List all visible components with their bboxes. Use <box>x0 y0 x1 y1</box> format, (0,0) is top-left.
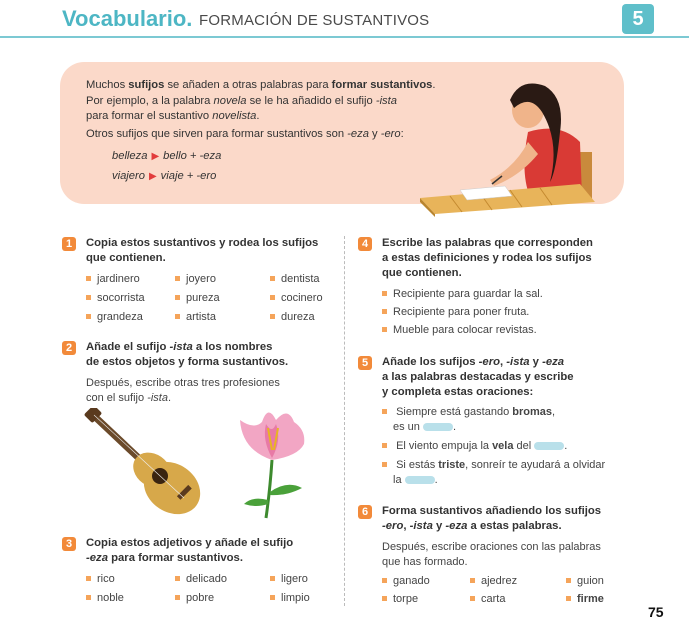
list-item: joyero <box>175 273 216 285</box>
exercise-4-title: Escribe las palabras que corresponden a estas definiciones y rodea los sufijos que contienen. <box>382 237 593 279</box>
answer-blank[interactable] <box>534 442 564 450</box>
answer-blank[interactable] <box>405 476 435 484</box>
list-item: Recipiente para poner fruta. <box>382 306 529 318</box>
page-subtitle: FORMACIÓN DE SUSTANTIVOS <box>199 12 430 29</box>
page-title: Vocabulario. <box>62 6 193 31</box>
list-item: ajedrez <box>470 575 517 587</box>
list-item: El viento empuja la vela del . <box>382 440 567 452</box>
exercise-6-number: 6 <box>358 505 372 519</box>
list-item: limpio <box>270 592 310 604</box>
info-example-2: viajero ▶ viaje + -ero <box>112 170 217 182</box>
list-item: ligero <box>270 573 308 585</box>
list-item: jardinero <box>86 273 140 285</box>
info-line-4: Otros sufijos que sirven para formar sustantivos son -eza y -ero: <box>86 128 404 140</box>
info-line-3: para formar el sustantivo novelista. <box>86 110 260 122</box>
list-item: Si estás triste, sonreír te ayudará a olvidar <box>382 459 605 471</box>
list-item-continuation: es un . <box>393 421 457 433</box>
exercise-3-title: Copia estos adjetivos y añade el sufijo -eza para formar sustantivos. <box>86 537 294 564</box>
title-underline <box>0 36 689 38</box>
writing-girl-illustration <box>410 72 610 217</box>
exercise-2-number: 2 <box>62 341 76 355</box>
list-item: firme <box>566 593 604 605</box>
arrow-right-icon: ▶ <box>148 171 157 182</box>
exercise-2-instructions: Después, escribe otras tres profesiones con el sufijo -ista. <box>86 377 280 404</box>
list-item: artista <box>175 311 216 323</box>
list-item: grandeza <box>86 311 143 323</box>
column-divider <box>344 236 345 606</box>
exercise-5-number: 5 <box>358 356 372 370</box>
list-item: dentista <box>270 273 320 285</box>
list-item: pureza <box>175 292 220 304</box>
exercise-3-number: 3 <box>62 537 76 551</box>
list-item: rico <box>86 573 115 585</box>
arrow-right-icon: ▶ <box>151 151 160 162</box>
exercise-2-title: Añade el sufijo -ista a los nombres de estos objetos y forma sustantivos. <box>86 341 289 368</box>
exercise-6-title: Forma sustantivos añadiendo los sufijos -ero, -ista y -eza a estas palabras. <box>382 505 602 532</box>
page-number: 75 <box>648 604 664 620</box>
list-item: noble <box>86 592 124 604</box>
list-item: carta <box>470 593 505 605</box>
list-item: ganado <box>382 575 430 587</box>
list-item: Recipiente para guardar la sal. <box>382 288 543 300</box>
list-item-continuation: la . <box>393 474 438 486</box>
list-item: guion <box>566 575 604 587</box>
guitar-illustration <box>84 408 212 520</box>
list-item: torpe <box>382 593 418 605</box>
exercise-5-title: Añade los sufijos -ero, -ista y -eza a las palabras destacadas y escribe y completa estas oraciones: <box>382 356 574 398</box>
list-item: Mueble para colocar revistas. <box>382 324 537 336</box>
list-item: Siempre está gastando bromas, <box>382 406 555 418</box>
exercise-4-number: 4 <box>358 237 372 251</box>
list-item: pobre <box>175 592 214 604</box>
exercise-6-instructions: Después, escribe oraciones con las palabras que has formado. <box>382 541 601 568</box>
info-line-2: Por ejemplo, a la palabra novela se le ha añadido el sufijo -ista <box>86 95 397 107</box>
exercise-1-title: Copia estos sustantivos y rodea los sufijos que contienen. <box>86 237 319 264</box>
list-item: dureza <box>270 311 315 323</box>
list-item: socorrista <box>86 292 145 304</box>
flower-illustration <box>232 400 312 520</box>
exercise-1-number: 1 <box>62 237 76 251</box>
answer-blank[interactable] <box>423 423 453 431</box>
list-item: cocinero <box>270 292 323 304</box>
unit-number-badge: 5 <box>622 4 654 34</box>
list-item: delicado <box>175 573 227 585</box>
info-example-1: belleza ▶ bello + -eza <box>112 150 222 162</box>
info-line-1: Muchos sufijos se añaden a otras palabras para formar sustantivos. <box>86 79 436 91</box>
